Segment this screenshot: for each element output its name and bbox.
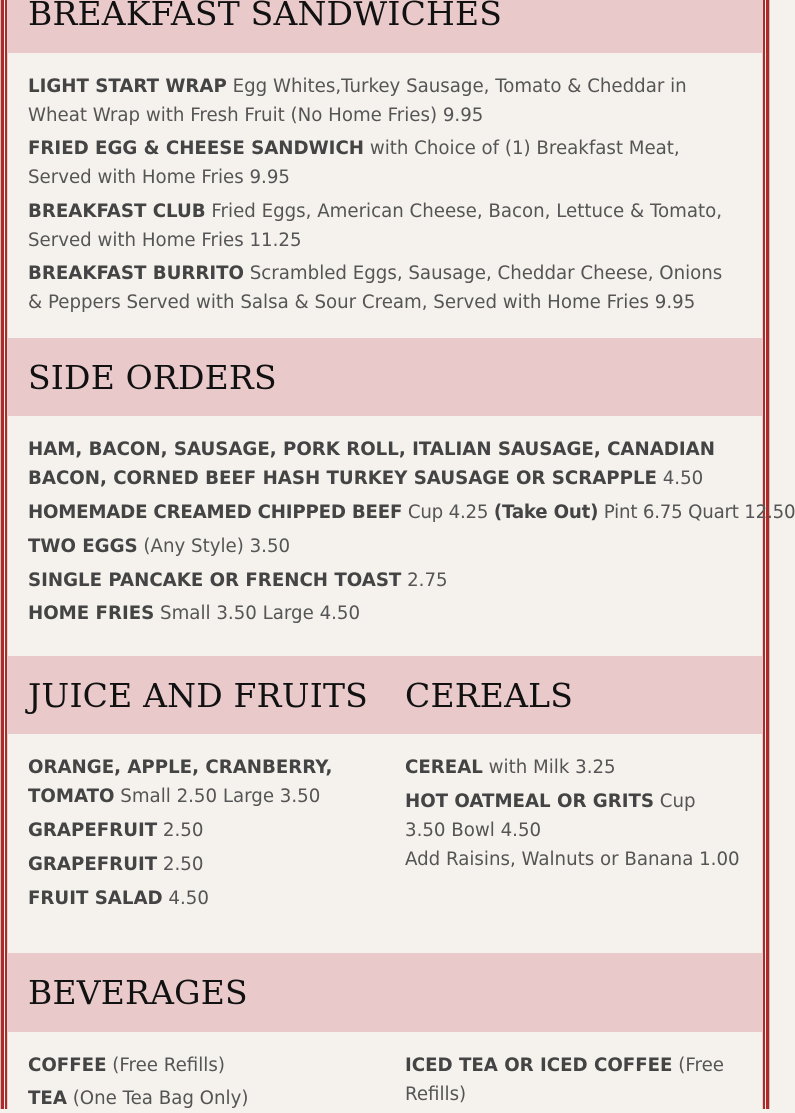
item-desc: 2.75 bbox=[401, 570, 448, 591]
item-desc: 4.50 bbox=[656, 468, 704, 489]
menu-item bbox=[28, 197, 740, 255]
item-name: FRUIT SALAD bbox=[28, 888, 163, 909]
item-desc: Cup 4.25 bbox=[402, 502, 494, 523]
menu-item bbox=[28, 134, 740, 192]
item-desc: Add Raisins, Walnuts or Banana 1.00 bbox=[405, 849, 740, 870]
menu-item bbox=[28, 884, 358, 913]
menu-item bbox=[28, 850, 358, 879]
item-desc: Fried Eggs, American Cheese, Bacon, Lettuce & Tomato, Served with Home Fries 11.25 bbox=[28, 201, 723, 251]
menu-item bbox=[405, 1051, 725, 1109]
section-title: CEREALS bbox=[405, 676, 574, 715]
item-name: SINGLE PANCAKE OR FRENCH TOAST bbox=[28, 570, 402, 591]
item-desc: 4.50 bbox=[162, 888, 209, 909]
item-name: HOT OATMEAL OR GRITS bbox=[405, 791, 654, 812]
item-note: (Take Out) bbox=[493, 502, 599, 523]
item-name: BREAKFAST BURRITO bbox=[28, 263, 244, 284]
menu-item bbox=[28, 1084, 358, 1113]
menu-item bbox=[28, 599, 740, 628]
item-desc: (Any Style) 3.50 bbox=[137, 536, 291, 557]
item-name: GRAPEFRUIT bbox=[28, 820, 158, 841]
item-name: TEA bbox=[28, 1088, 67, 1109]
item-desc: (Free Refills) bbox=[405, 1055, 724, 1105]
menu-item bbox=[28, 435, 740, 493]
menu-item bbox=[28, 566, 740, 595]
item-name: ORANGE, APPLE, CRANBERRY, TOMATO bbox=[28, 757, 333, 807]
section-header-side-orders bbox=[8, 338, 762, 416]
item-desc: Scrambled Eggs, Sausage, Cheddar Cheese, Onions & Peppers Served with Salsa & Sour Cream, Served with Home Fries 9.95 bbox=[28, 263, 723, 313]
item-name: HOME FRIES bbox=[28, 603, 155, 624]
item-desc: Small 2.50 Large 3.50 bbox=[114, 786, 321, 807]
item-desc: (One Tea Bag Only) bbox=[66, 1088, 249, 1109]
item-name: HOMEMADE CREAMED CHIPPED BEEF bbox=[28, 502, 403, 523]
item-desc: Pint 6.75 Quart 12.50 bbox=[598, 502, 795, 523]
section-header-juice-cereals bbox=[8, 656, 762, 734]
item-name: FRIED EGG & CHEESE SANDWICH bbox=[28, 138, 365, 159]
item-desc: with Milk 3.25 bbox=[482, 757, 616, 778]
menu-item bbox=[28, 753, 358, 811]
section-header-breakfast-sandwiches bbox=[8, 0, 762, 53]
menu-border-right bbox=[762, 0, 770, 1109]
item-desc: Egg Whites,Turkey Sausage, Tomato & Cheddar in Wheat Wrap with Fresh Fruit (No Home Fries) 9.95 bbox=[28, 76, 687, 126]
item-name: TWO EGGS bbox=[28, 536, 138, 557]
menu-item bbox=[28, 498, 795, 527]
section-title: BREAKFAST SANDWICHES bbox=[28, 0, 503, 33]
item-name: GRAPEFRUIT bbox=[28, 854, 158, 875]
menu-item bbox=[28, 259, 740, 317]
item-name: COFFEE bbox=[28, 1055, 107, 1076]
item-desc: 2.50 bbox=[157, 820, 204, 841]
item-name: ICED TEA OR ICED COFFEE bbox=[405, 1055, 673, 1076]
menu-border-left bbox=[0, 0, 8, 1109]
item-name: BREAKFAST CLUB bbox=[28, 201, 206, 222]
item-name: LIGHT START WRAP bbox=[28, 76, 227, 97]
menu-item bbox=[405, 845, 740, 874]
menu-item bbox=[405, 753, 740, 782]
item-name: CEREAL bbox=[405, 757, 483, 778]
section-header-beverages bbox=[8, 953, 762, 1032]
item-desc: (Free Refills) bbox=[106, 1055, 225, 1076]
menu-item bbox=[28, 532, 740, 561]
item-desc: Small 3.50 Large 4.50 bbox=[154, 603, 361, 624]
section-title: BEVERAGES bbox=[28, 973, 248, 1012]
menu-item bbox=[28, 1051, 358, 1080]
section-title: JUICE AND FRUITS bbox=[28, 676, 368, 715]
item-desc: 2.50 bbox=[157, 854, 204, 875]
menu-item bbox=[28, 72, 740, 130]
section-title: SIDE ORDERS bbox=[28, 358, 277, 397]
item-desc: Cup 3.50 Bowl 4.50 bbox=[405, 791, 696, 841]
menu-item bbox=[28, 816, 358, 845]
item-name: HAM, BACON, SAUSAGE, PORK ROLL, ITALIAN SAUSAGE, CANADIAN BACON, CORNED BEEF HASH TURKEY SAUSAGE OR SCRAPPLE bbox=[28, 439, 715, 489]
menu-item bbox=[405, 787, 740, 845]
item-desc: with Choice of (1) Breakfast Meat, Served with Home Fries 9.95 bbox=[28, 138, 680, 188]
